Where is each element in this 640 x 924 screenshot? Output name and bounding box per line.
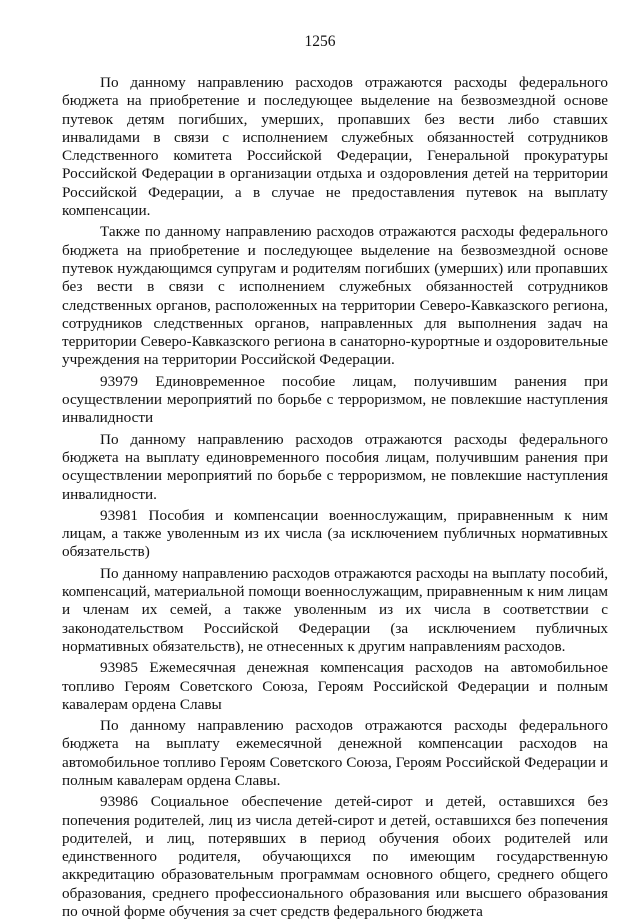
paragraph-93985-description: По данному направлению расходов отражаются расходы федерального бюджета на выплату ежемесячной денежной компенсации расходов на автомобильное топливо Героям Советского Союза, Героям Российской Федерации и полным кавалерам ордена Славы. <box>62 717 608 789</box>
heading-93979: 93979 Единовременное пособие лицам, получившим ранения при осуществлении мероприятий по борьбе с терроризмом, не повлекшие наступления инвалидности <box>62 372 608 427</box>
paragraph-children-vouchers: По данному направлению расходов отражаются расходы федерального бюджета на приобретение и последующее выделение на безвозмездной основе путевок детям погибших, умерших, пропавших без вести либо ставших инвалидами в связи с исполнением служебных обязанностей сотрудников Следственного комитета Российской Федерации, Генеральной прокуратуры Российской Федерации в организации отдыха и оздоровления детей на территории Российской Федерации, а в случае не предоставления путевок на выплату компенсации. <box>62 74 608 220</box>
document-body <box>62 74 608 924</box>
heading-93985: 93985 Ежемесячная денежная компенсация расходов на автомобильное топливо Героям Советского Союза, Героям Российской Федерации и полным кавалерам ордена Славы <box>62 659 608 713</box>
paragraph-spouses-parents-vouchers: Также по данному направлению расходов отражаются расходы федерального бюджета на приобретение и последующее выделение на безвозмездной основе путевок нуждающимся супругам и родителям погибших (умерших) или пропавших без вести в связи с исполнением служебных обязанностей сотрудников следственных органов, расположенных на территории Северо-Кавказского региона, сотрудников следственных органов, направленных для выполнения задач на территории Северо-Кавказского региона в санаторно-курортные и оздоровительные учреждения на территории Российской Федерации. <box>62 223 608 369</box>
heading-93981: 93981 Пособия и компенсации военнослужащим, приравненным к ним лицам, а также уволенным из их числа (за исключением публичных нормативных обязательств) <box>62 506 608 561</box>
page-number: 1256 <box>304 33 336 50</box>
heading-93986: 93986 Социальное обеспечение детей-сирот и детей, оставшихся без попечения родителей, лиц из числа детей-сирот и детей, оставшихся без попечения родителей, и лиц, потерявших в период обучения обоих родителей или единственного родителя, обучающихся по имеющим государственную аккредитацию образовательным программам основного общего, среднего общего образования, среднего профессионального образования или высшего образования по очной форме обучения за счет средств федерального бюджета <box>62 793 608 921</box>
paragraph-93979-description: По данному направлению расходов отражаются расходы федерального бюджета на выплату единовременного пособия лицам, получившим ранения при осуществлении мероприятий по борьбе с терроризмом, не повлекшие наступления инвалидности. <box>62 430 608 503</box>
paragraph-93981-description: По данному направлению расходов отражаются расходы на выплату пособий, компенсаций, материальной помощи военнослужащим, приравненным к ним лицам и членам их семей, а также уволенным из их числа в соответствии с законодательством Российской Федерации (за исключением публичных нормативных обязательств), не отнесенных к другим направлениям расходов. <box>62 564 608 655</box>
